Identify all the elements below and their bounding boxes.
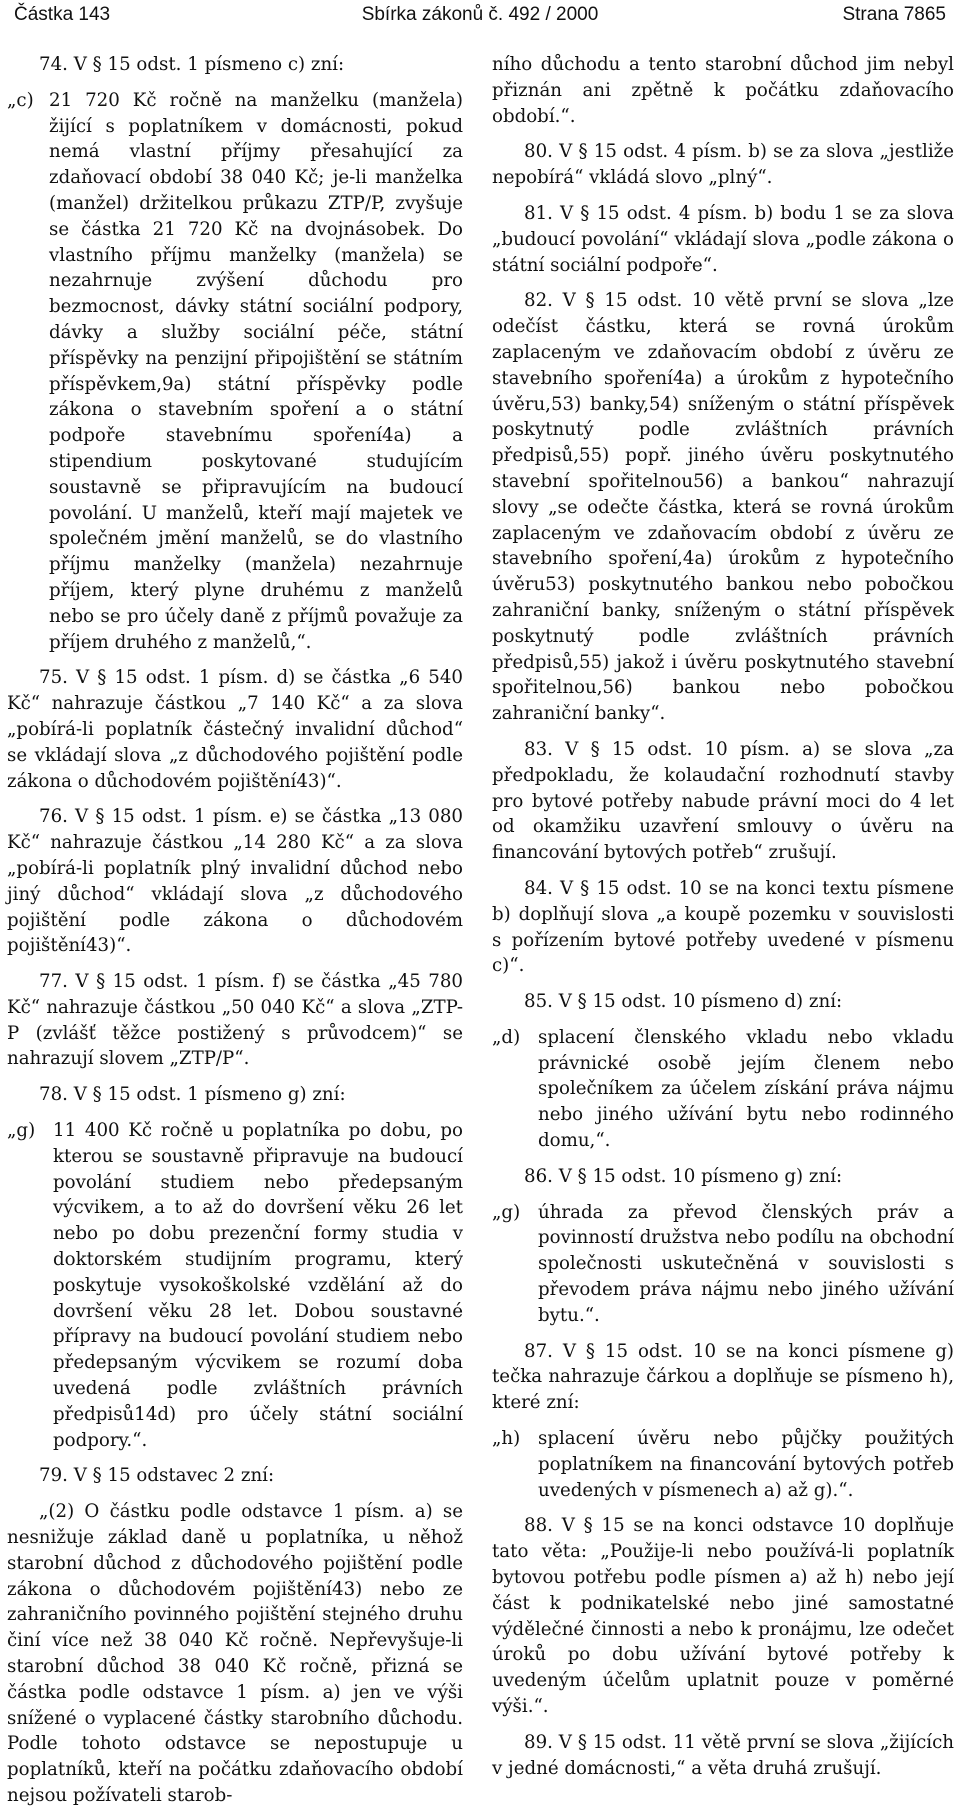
item-86-letter-g	[492, 1200, 954, 1329]
item-85-title: 85. V § 15 odst. 10 písmeno d) zní:	[524, 991, 843, 1013]
letter-marker: „g)	[7, 1120, 36, 1142]
item-77: 77. V § 15 odst. 1 písm. f) se částka „45 780 Kč“ nahrazuje částkou „50 040 Kč“ a slova „ZTP-P (zvlášť těžce postižený s průvodcem)“ se nahrazují slovem „ZTP/P“.	[7, 971, 463, 1070]
header-issue: Částka 143	[14, 4, 111, 25]
item-80: 80. V § 15 odst. 4 písm. b) se za slova „jestliže nepobírá“ vkládá slovo „plný“.	[492, 141, 954, 189]
item-81: 81. V § 15 odst. 4 písm. b) bodu 1 se za slova „budoucí povolání“ vkládají slova „podle zákona o státní sociální podpoře“.	[492, 202, 954, 276]
item-79-title: 79. V § 15 odstavec 2 zní:	[39, 1465, 275, 1487]
item-74-letter-c	[7, 88, 463, 656]
item-83: 83. V § 15 odst. 10 písm. a) se slova „za předpokladu, že kolaudační rozhodnutí stavby pro bytové potřeby nabude právní moci do 4 let od okamžiku uzavření smlouvy o úvěru na financování bytových potřeb“ zrušují.	[492, 738, 954, 864]
item-78-title: 78. V § 15 odst. 1 písmeno g) zní:	[39, 1084, 346, 1106]
letter-text: úhrada za převod členských práv a povinností družstva nebo podílu na obchodní společnosti uskutečněná v souvislosti s převodem práva nájmu nebo jiného užívání bytu.“.	[538, 1201, 954, 1326]
letter-marker: „h)	[492, 1428, 521, 1450]
letter-text: 21 720 Kč ročně na manželku (manžela) žijící s poplatníkem v domácnosti, pokud nemá vlastní příjmy přesahující za zdaňovací období 38 040 Kč; je-li manželka (manžel) držitelkou průkazu ZTP/P, zvyšuje se částka 21 720 Kč na dvojnásobek. Do vlastního příjmu manželky (manžela) se nezahrnuje zvýšení důchodu pro bezmocnost, dávky státní sociální podpory, dávky a služby sociální péče, státní příspěvky na penzijní připojištění se státním příspěvkem,9a) státní příspěvky podle zákona o stavebním spoření a o státní podpoře stavebnímu spoření4a) a stipendium poskytované studujícím soustavně se připravujícím na budoucí povolání. U manželů, kteří mají majetek ve společném jmění manželů, se do vlastního příjmu manželky (manžela) nezahrnuje příjem, který plyne druhému z manželů nebo se pro účely daně z příjmů považuje za příjem druhého z manželů,“.	[49, 89, 463, 653]
header-page-number: Strana 7865	[842, 4, 946, 25]
page-header	[14, 0, 946, 30]
letter-text: splacení úvěru nebo půjčky použitých poplatníkem na financování bytových potřeb uvedených v písmenech a) až g).“.	[538, 1428, 954, 1501]
letter-marker: „c)	[7, 89, 34, 111]
item-88: 88. V § 15 se na konci odstavce 10 doplňuje tato věta: „Použije-li nebo používá-li poplatník bytovou potřebu podle písmen a) až h) nebo její část k podnikatelské nebo jiné samostatné výdělečné činnosti a nebo k pronájmu, lze odečet úroků po dobu užívání bytové potřeby k uvedeným účelům uplatnit pouze v poměrné výši.“.	[492, 1515, 954, 1718]
item-84: 84. V § 15 odst. 10 se na konci textu písmene b) doplňují slova „a koupě pozemku v souvislosti s pořízením bytové potřeby uvedené v písmenu c)“.	[492, 877, 954, 977]
item-79-continuation: ního důchodu a tento starobní důchod jim nebyl přiznán ani zpětně k počátku zdaňovacího období.“.	[492, 54, 954, 127]
item-89: 89. V § 15 odst. 11 větě první se slova „žijících v jedné domácnosti,“ a věta druhá zrušují.	[492, 1731, 954, 1779]
item-87-letter-h	[492, 1426, 954, 1503]
item-79-text: „(2) O částku podle odstavce 1 písm. a) se nesnižuje základ daně u poplatníka, u něhož starobní důchod z důchodového pojištění podle zákona o důchodovém pojištění43) nebo ze zahraničního povinného pojištění stejného druhu činí více než 38 040 Kč ročně. Nepřevyšuje-li starobní důchod 38 040 Kč ročně, přizná se částka podle odstavce 1 písm. a) jen ve výši snížené o vyplacené částky starobního důchodu. Podle tohoto odstavce se nepostupuje u poplatníků, kteří na počátku zdaňovacího období nejsou požívateli starob-	[7, 1501, 463, 1806]
letter-text: splacení členského vkladu nebo vkladu právnické osobě jejím členem nebo společníkem za účelem získání práva nájmu nebo jiného užívání bytu nebo rodinného domu,“.	[538, 1026, 954, 1152]
item-74-title: 74. V § 15 odst. 1 písmeno c) zní:	[39, 54, 345, 75]
letter-marker: „g)	[492, 1201, 521, 1223]
item-78-letter-g	[7, 1118, 463, 1453]
item-85-letter-d	[492, 1025, 954, 1154]
letter-marker: „d)	[492, 1026, 521, 1048]
item-87: 87. V § 15 odst. 10 se na konci písmene g) tečka nahrazuje čárkou a doplňuje se písmeno h), které zní:	[492, 1340, 954, 1414]
right-column	[492, 52, 954, 1791]
left-column	[7, 52, 463, 1809]
header-collection: Sbírka zákonů č. 492 / 2000	[361, 4, 599, 25]
item-75: 75. V § 15 odst. 1 písm. d) se částka „6 540 Kč“ nahrazuje částkou „7 140 Kč“ a za slova „pobírá-li poplatník částečný invalidní důchod“ se vkládají slova „z důchodového pojištění podle zákona o důchodovém pojištění43)“.	[7, 667, 463, 792]
item-76: 76. V § 15 odst. 1 písm. e) se částka „13 080 Kč“ nahrazuje částkou „14 280 Kč“ a za slova „pobírá-li poplatník plný invalidní důchod nebo jiný důchod“ vkládají slova „z důchodového pojištění podle zákona o důchodovém pojištění43)“.	[7, 806, 463, 957]
letter-text: 11 400 Kč ročně u poplatníka po dobu, po kterou se soustavně připravuje na budoucí povolání studiem nebo předepsaným výcvikem, a to až do dovršení věku 26 let nebo po dobu prezenční formy studia v doktorském studijním programu, který poskytuje vysokoškolské vzdělání až do dovršení věku 28 let. Dobou soustavné přípravy na budoucí povolání studiem nebo předepsaným výcvikem se rozumí doba uvedená podle zvláštních právních předpisů14d) pro účely státní sociální podpory.“.	[53, 1120, 463, 1451]
item-82: 82. V § 15 odst. 10 větě první se slova „lze odečíst částku, která se rovná úrokům zaplaceným ve zdaňovacím období z úvěru ze stavebního spoření4a) a úrokům z hypotečního úvěru,53) banky,54) sníženým o státní příspěvek poskytnutý podle zvláštních právních předpisů,55) popř. jiného úvěru poskytnutého stavební spořitelnou56) a bankou“ nahrazují slovy „se odečte částka, která se rovná úrokům zaplaceným ve zdaňovacím období z úvěru ze stavebního spoření,4a) úrokům z hypotečního úvěru53) poskytnutého bankou nebo pobočkou zahraniční banky, sníženým o státní příspěvek poskytnutý podle zvláštních právních předpisů,55) jakož i úvěru poskytnutého stavební spořitelnou,56) bankou nebo pobočkou zahraniční banky“.	[492, 290, 954, 725]
item-86-title: 86. V § 15 odst. 10 písmeno g) zní:	[524, 1165, 843, 1187]
